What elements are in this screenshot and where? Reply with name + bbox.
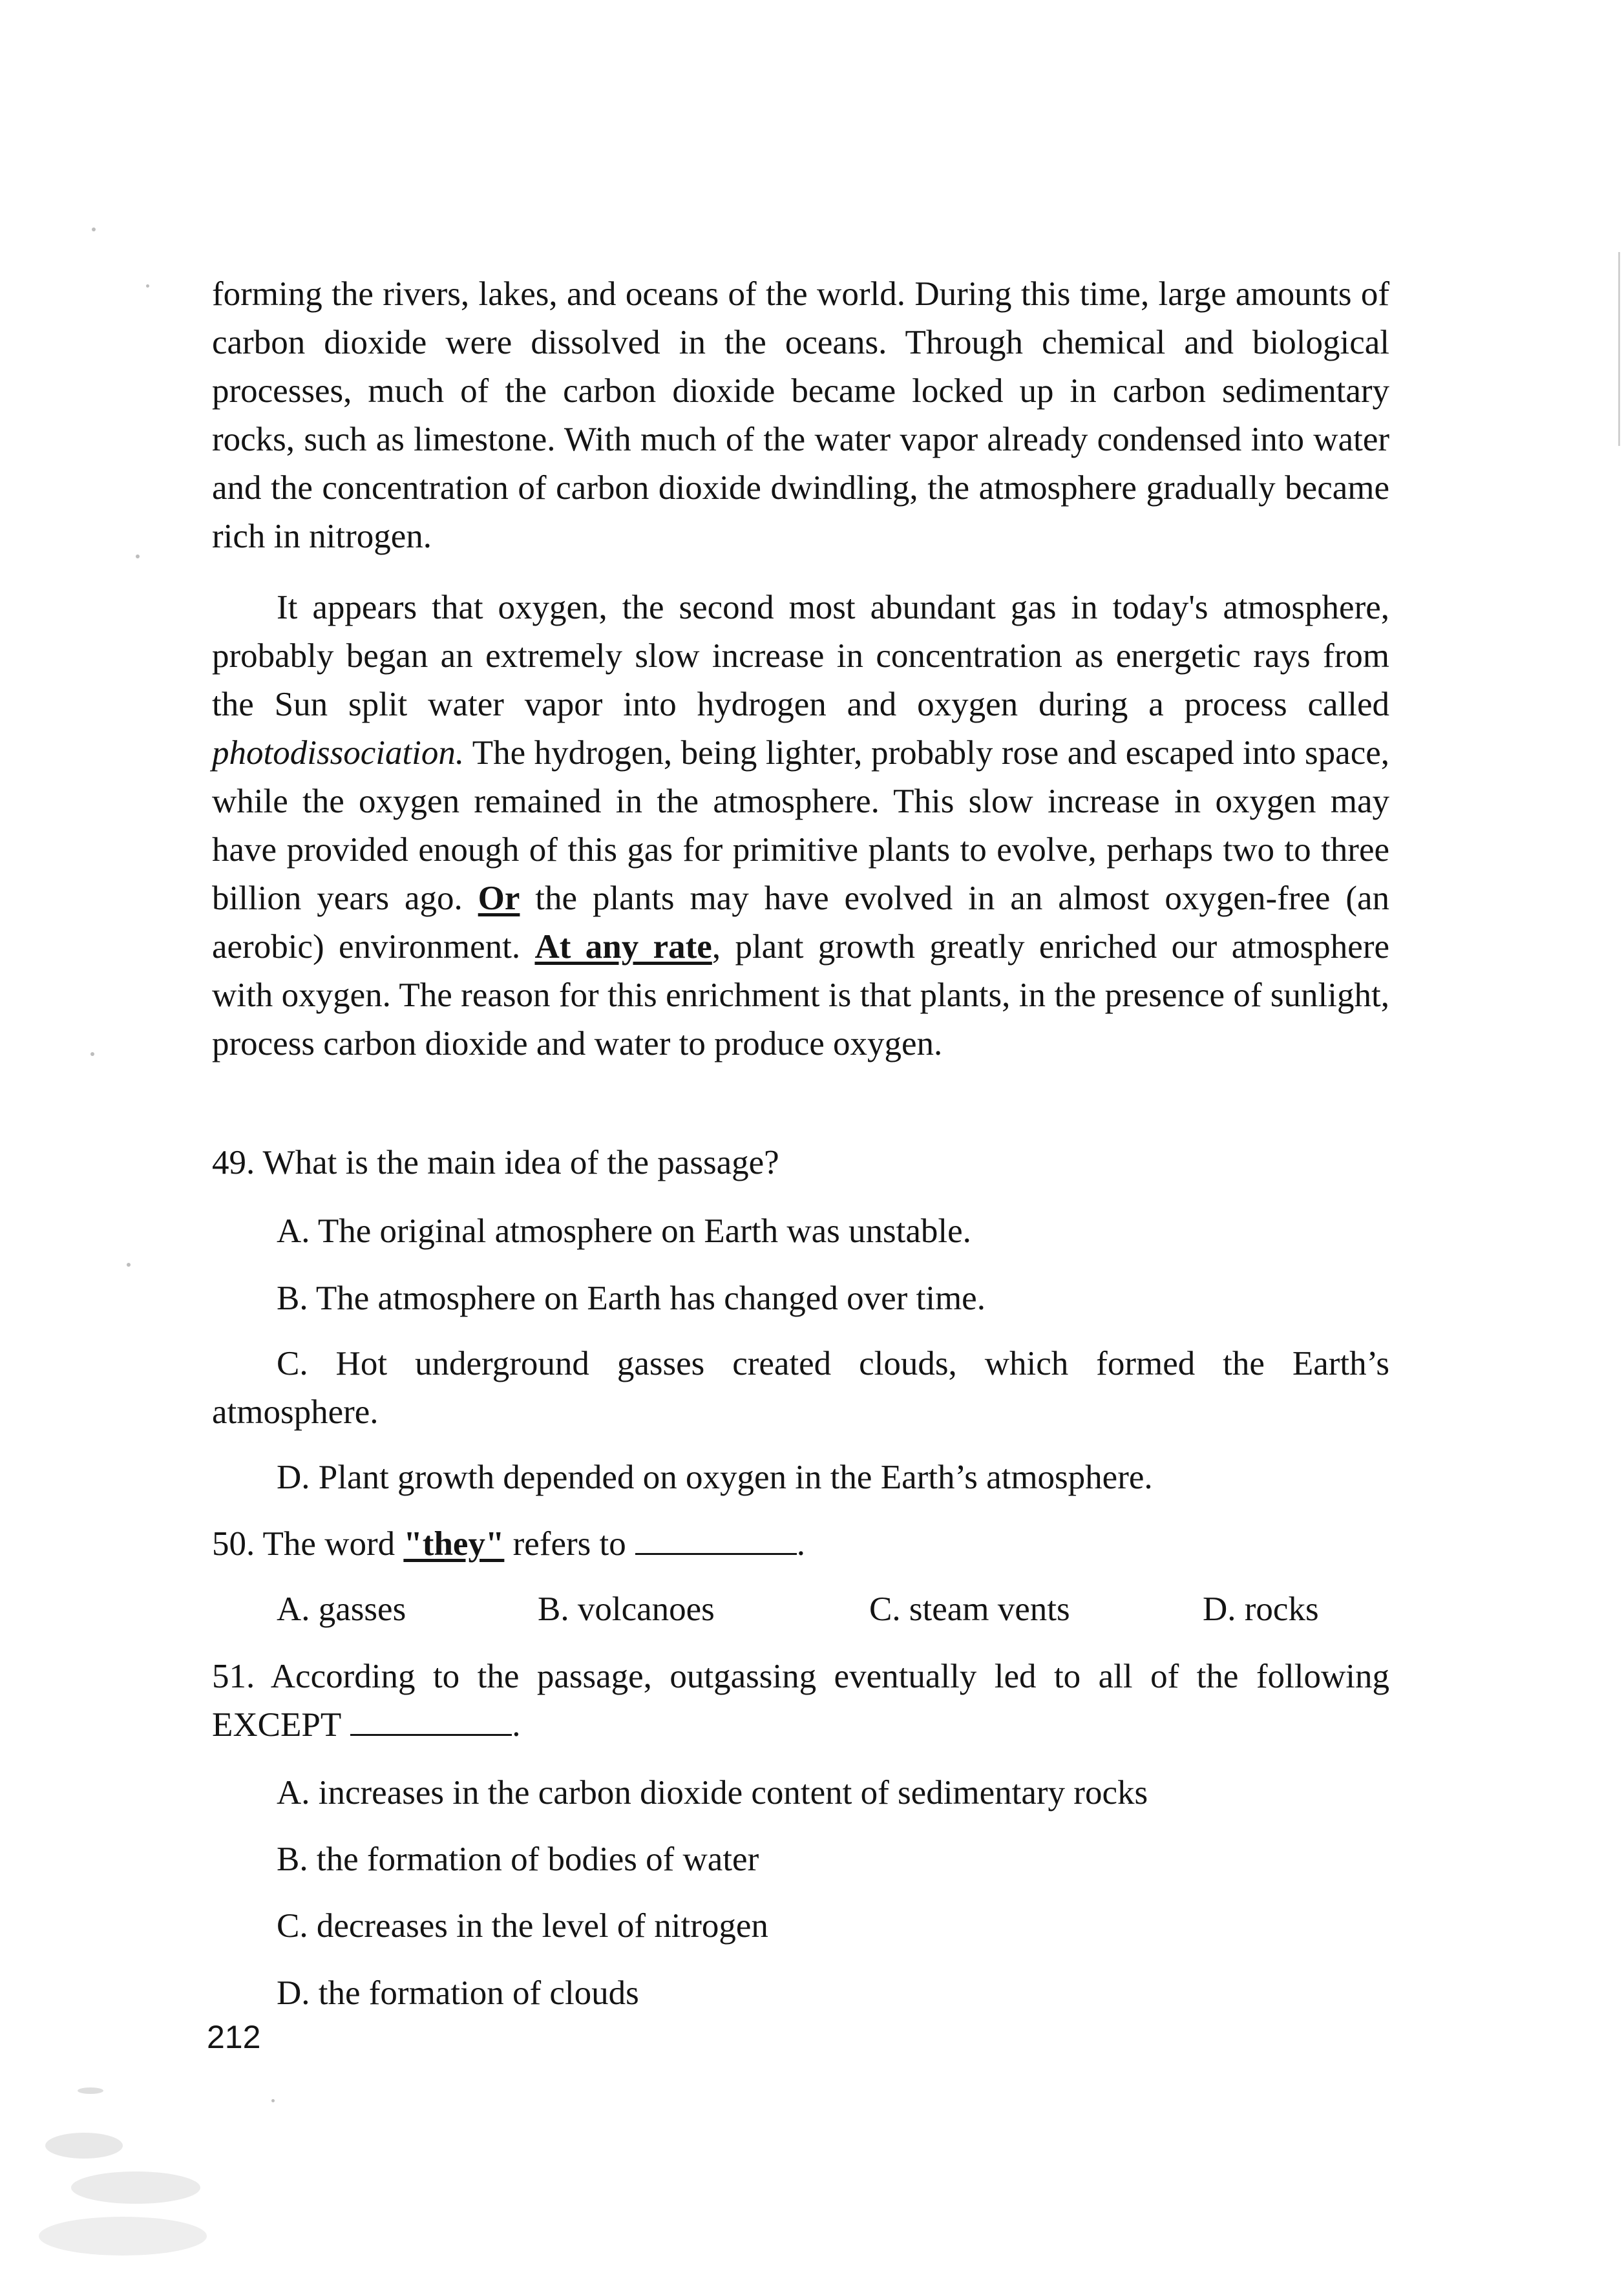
question-51-option-b: B. the formation of bodies of water (277, 1841, 759, 1878)
question-51-option-c: C. decreases in the level of nitrogen (277, 1907, 768, 1945)
scan-speck (271, 2099, 275, 2102)
question-49-option-b: B. The atmosphere on Earth has changed over time. (277, 1280, 986, 1317)
answer-blank (635, 1523, 797, 1555)
scan-speck (136, 555, 140, 558)
scan-speck (146, 284, 149, 288)
question-49-option-c: C. Hot underground gasses created clouds, which formed the Earth’s atmosphere. (212, 1345, 1389, 1431)
scan-speck (92, 227, 96, 231)
page-number: 212 (207, 2019, 261, 2055)
paragraph-text: the plants may have evolved in an almost oxygen-free (an aerobic) environment. (212, 880, 1390, 966)
question-49-option-d: D. Plant growth depended on oxygen in the Earth’s atmosphere. (277, 1459, 1153, 1496)
question-50-option-b: B. volcanoes (538, 1590, 715, 1628)
question-49-stem: 49. What is the main idea of the passage? (212, 1144, 779, 1181)
question-51-stem: 51. According to the passage, outgassing eventually led to all of the following EXCEPT . (212, 1658, 1389, 1744)
question-50-options (277, 1585, 1389, 1634)
scan-speck (90, 1052, 94, 1056)
scan-edge-line (1618, 252, 1620, 446)
question-51-option-a: A. increases in the carbon dioxide content of sedimentary rocks (277, 1774, 1148, 1812)
italic-term: photodissociation. (212, 734, 465, 772)
scan-speck (127, 1263, 131, 1267)
question-50-stem: 50. The word "they" refers to . (212, 1520, 1389, 1569)
paragraph-text: It appears that oxygen, the second most abundant gas in today's atmosphere, probably began an extremely slow increase in concentration as energetic rays from the Sun split water vapor into hydrogen and oxygen during a process called (212, 589, 1389, 723)
keyword-they: "they" (403, 1525, 505, 1563)
question-50-option-d: D. rocks (1203, 1590, 1319, 1628)
scan-smudge (39, 2217, 207, 2256)
underlined-word-or: Or (478, 880, 520, 917)
scan-smudge (45, 2133, 123, 2159)
answer-blank (350, 1704, 512, 1736)
paragraph-text: forming the rivers, lakes, and oceans of the world. During this time, large amounts of carbon dioxide were dissolved in the oceans. Through chemical and biological processes, much of the carbon dioxide became locked up in carbon sedimentary rocks, such as limestone. With much of the water vapor already condensed into water and the concentration of carbon dioxide dwindling, the atmosphere gradually became rich in nitrogen. (212, 275, 1389, 555)
question-51-option-d: D. the formation of clouds (277, 1974, 639, 2012)
passage-paragraph-1 (212, 270, 1389, 561)
question-49-option-a: A. The original atmosphere on Earth was unstable. (277, 1212, 971, 1250)
scan-smudge (78, 2087, 103, 2094)
underlined-phrase-at-any-rate: At any rate (534, 928, 712, 966)
passage-paragraph-2 (212, 584, 1389, 1068)
scan-smudge (71, 2171, 200, 2204)
paragraph-text: The hydrogen, being lighter, probably rose and escaped into space, while the oxygen remained in the atmosphere. This slow increase in oxygen may have provided enough of this gas for primitive plants to evolve, perhaps two to three billion years ago. (212, 734, 1389, 917)
paragraph-text: , plant growth greatly enriched our atmosphere with oxygen. The reason for this enrichment is that plants, in the presence of sunlight, process carbon dioxide and water to produce oxygen. (212, 928, 1389, 1062)
question-50-option-c: C. steam vents (869, 1590, 1070, 1628)
question-50-option-a: A. gasses (277, 1590, 406, 1628)
